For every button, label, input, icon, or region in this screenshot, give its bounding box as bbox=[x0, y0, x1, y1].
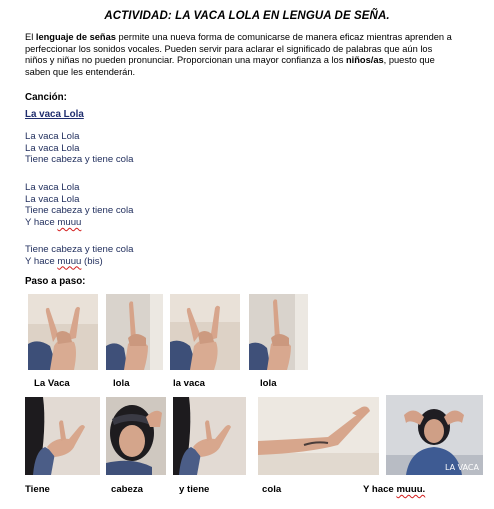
caption-cola: cola bbox=[262, 484, 282, 495]
lyric-line: La vaca Lola bbox=[25, 131, 80, 142]
caption-y-tiene: y tiene bbox=[179, 484, 210, 495]
stanza-3 bbox=[25, 244, 133, 267]
sign-photo-la-vaca-2 bbox=[170, 294, 240, 370]
song-label: Canción: bbox=[25, 92, 67, 103]
video-watermark: LA VACA bbox=[444, 463, 479, 472]
sign-photo-y-hace-muuu bbox=[386, 395, 483, 475]
sign-photo-lola-2 bbox=[249, 294, 308, 370]
stanza-1 bbox=[25, 131, 133, 166]
lyric-line: Tiene cabeza y tiene cola bbox=[25, 154, 134, 166]
lyric-line: Y hace muuu (bis) bbox=[25, 255, 103, 267]
caption-lola: lola bbox=[113, 378, 130, 389]
caption-tiene: Tiene bbox=[25, 484, 50, 495]
caption-la-vaca-2: la vaca bbox=[173, 378, 206, 389]
sign-photo-cola bbox=[258, 397, 379, 475]
stanza-2 bbox=[25, 182, 133, 229]
misspelled-word: muuu bbox=[57, 255, 82, 267]
caption-y-hace-muuu: Y hace muuu. bbox=[363, 484, 426, 495]
lyric-line: La vaca Lola bbox=[25, 142, 80, 154]
sign-photo-cabeza bbox=[106, 397, 166, 475]
caption-cabeza: cabeza bbox=[111, 484, 143, 495]
intro-bold-term: lenguaje de señas bbox=[35, 32, 116, 42]
sign-photo-la-vaca bbox=[28, 294, 98, 370]
sign-photo-tiene bbox=[25, 397, 100, 475]
lyric-line: La vaca Lola bbox=[25, 193, 80, 205]
misspelled-word: muuu. bbox=[396, 484, 426, 495]
caption-lola-2: lola bbox=[260, 378, 277, 389]
sign-photo-lola-1 bbox=[106, 294, 163, 370]
page-title: ACTIVIDAD: LA VACA LOLA EN LENGUA DE SEÑA. bbox=[104, 10, 390, 22]
sign-photo-y-tiene bbox=[173, 397, 246, 475]
intro-paragraph: El lenguaje de señas permite una nueva forma de comunicarse de manera eficaz mientras aprenden a perfeccionar los sonidos vocales. Pueden servir para aclarar el significado de palabras que aún los niños y niñas no pueden pronunciar. Proporcionan una mayor confianza a los niños/as, puesto que saben que les entenderán. bbox=[25, 32, 452, 77]
lyric-line: La vaca Lola bbox=[25, 182, 80, 193]
lyric-line: Tiene cabeza y tiene cola bbox=[25, 205, 134, 217]
song-title: La vaca Lola bbox=[25, 109, 84, 120]
lyric-line: Tiene cabeza y tiene cola bbox=[25, 244, 134, 255]
lyric-line: Y hace muuu bbox=[25, 217, 82, 229]
caption-la-vaca: La Vaca bbox=[34, 378, 70, 389]
steps-label: Paso a paso: bbox=[25, 276, 86, 287]
intro-bold-children: niños/as bbox=[345, 55, 384, 65]
misspelled-word: muuu bbox=[57, 217, 82, 229]
